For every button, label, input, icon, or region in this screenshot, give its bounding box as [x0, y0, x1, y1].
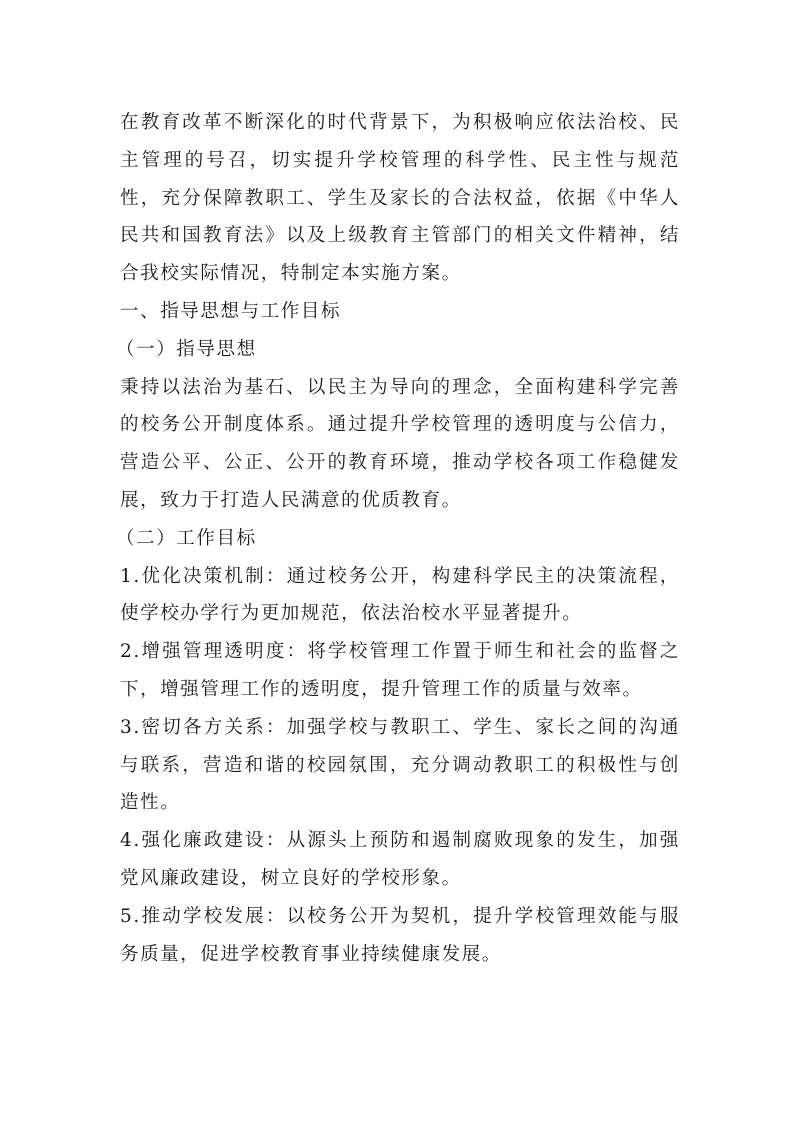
goal-item-4: 4.强化廉政建设：从源头上预防和遏制腐败现象的发生，加强党风廉政建设，树立良好的学校形象。	[120, 830, 680, 889]
goal-item-3: 3.密切各方关系：加强学校与教职工、学生、家长之间的沟通与联系，营造和谐的校园氛围，充分调动教职工的积极性与创造性。	[120, 716, 680, 814]
goal-item-5: 5.推动学校发展：以校务公开为契机，提升学校管理效能与服务质量，促进学校教育事业持续健康发展。	[120, 905, 680, 965]
section-heading: 一、指导思想与工作目标	[120, 300, 342, 322]
goal-item-1: 1.优化决策机制：通过校务公开，构建科学民主的决策流程，使学校办学行为更加规范，依法治校水平显著提升。	[120, 565, 680, 625]
goal-item-2: 2.增强管理透明度：将学校管理工作置于师生和社会的监督之下，增强管理工作的透明度，提升管理工作的质量与效率。	[120, 641, 680, 700]
intro-paragraph: 在教育改革不断深化的时代背景下，为积极响应依法治校、民主管理的号召，切实提升学校管理的科学性、民主性与规范性，充分保障教职工、学生及家长的合法权益，依据《中华人民共和国教育法》以及上级教育主管部门的相关文件精神，结合我校实际情况，特制定本实施方案。	[120, 112, 680, 285]
document-page	[116, 104, 680, 973]
subsection-heading-work-goals: （二）工作目标	[116, 527, 257, 549]
guiding-thought-paragraph: 秉持以法治为基石、以民主为导向的理念，全面构建科学完善的校务公开制度体系。通过提升学校管理的透明度与公信力，营造公平、公正、公开的教育环境，推动学校各项工作稳健发展，致力于打造人民满意的优质教育。	[120, 376, 680, 511]
subsection-heading-guiding-thought: （一）指导思想	[116, 338, 257, 360]
